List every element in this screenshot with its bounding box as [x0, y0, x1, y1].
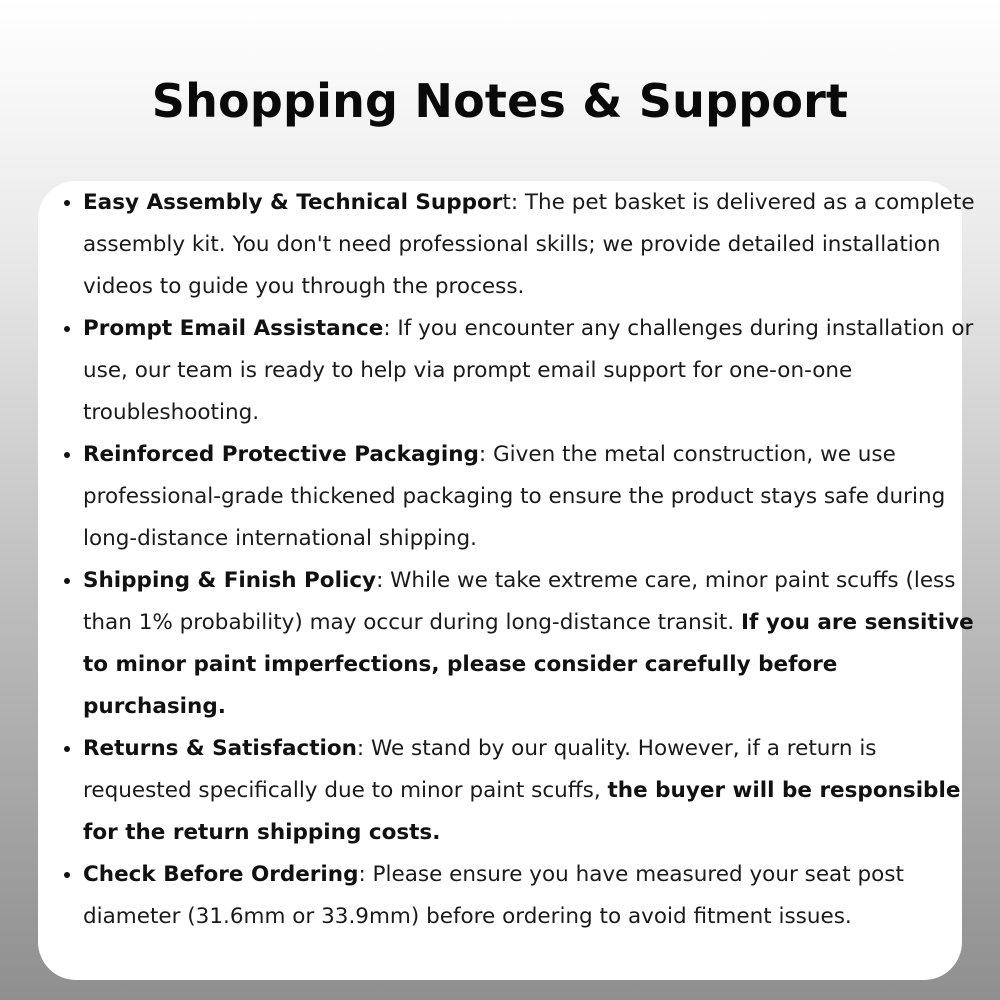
assembly-heading: Easy Assembly & Technical Suppor	[83, 190, 503, 215]
page-title: Shopping Notes & Support	[151, 74, 849, 128]
returns-text: : We stand by our quality. However, if a return is requested specifically due to minor paint scuffs,	[83, 736, 877, 803]
packaging-text: : Given the metal construction, we use professional-grade thickened packaging to ensure the product stays safe during long-distance international shipping.	[83, 442, 946, 551]
list-item-email	[83, 308, 983, 434]
list-item-packaging	[83, 434, 983, 560]
list-item-returns	[83, 728, 983, 854]
assembly-text: : The pet basket is delivered as a complete assembly kit. You don't need professional skills; we provide detailed installation videos to guide you through the process.	[83, 190, 975, 299]
shipping-emphasis: If you are sensitive to minor paint imperfections, please consider carefully before purchasing.	[83, 610, 974, 719]
packaging-heading: Reinforced Protective Packaging	[83, 442, 479, 467]
list-item-shipping	[83, 560, 983, 728]
returns-emphasis: the buyer will be responsible for the return shipping costs.	[83, 778, 961, 845]
shipping-text: : While we take extreme care, minor paint scuffs (less than 1% probability) may occur during long-distance transit.	[83, 568, 956, 635]
email-heading: Prompt Email Assistance	[83, 316, 384, 341]
check-heading: Check Before Ordering	[83, 862, 359, 887]
check-text: : Please ensure you have measured your seat post diameter (31.6mm or 33.9mm) before ordering to avoid fitment issues.	[83, 862, 904, 929]
assembly-heading-tail: t	[502, 190, 511, 215]
notes-list	[60, 182, 983, 938]
list-item-check	[83, 854, 983, 938]
list-item-assembly	[83, 182, 983, 308]
shipping-heading: Shipping & Finish Policy	[83, 568, 377, 593]
returns-heading: Returns & Satisfaction	[83, 736, 357, 761]
email-text: : If you encounter any challenges during installation or use, our team is ready to help via prompt email support for one-on-one troubleshooting.	[83, 316, 974, 425]
